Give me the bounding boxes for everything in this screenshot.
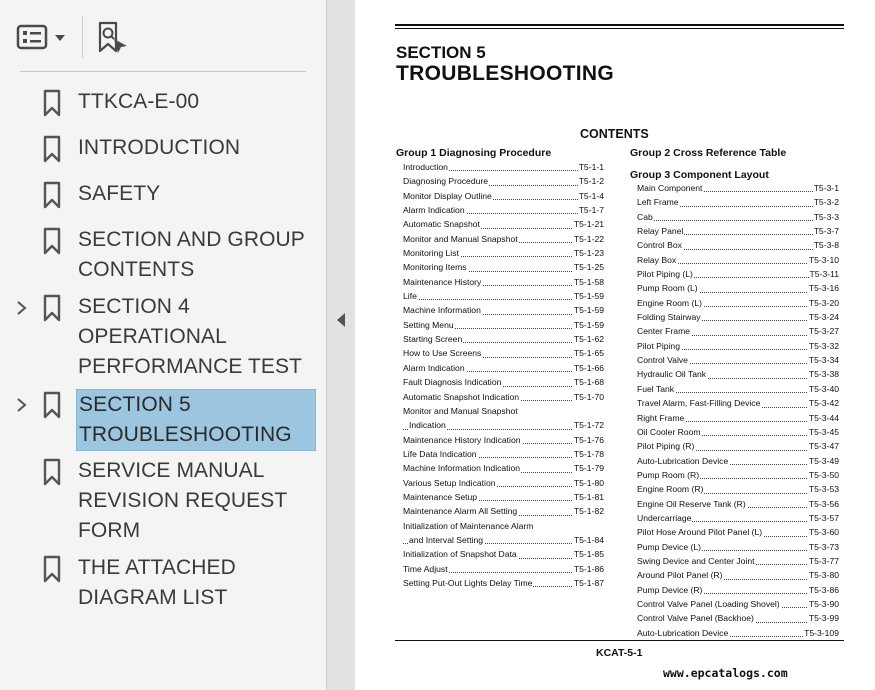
toc-entry-page: T5-1-22 [573,232,604,246]
watermark-text: www.epcatalogs.com [663,666,788,680]
toc-entry[interactable] [637,310,839,324]
toc-entry-page: T5-3-24 [808,310,839,324]
toc-entry-title: Monitor and Manual Snapshot [403,232,519,246]
toc-entry-title: Fuel Tank [637,382,675,396]
toc-entry-page: T5-3-57 [808,511,839,525]
toc-entry-title: Undercarriage [637,511,692,525]
bookmark-label: SECTION 4 OPERATIONAL PERFORMANCE TEST [78,295,303,378]
list-options-icon [14,22,72,54]
toc-entry-page: T5-3-40 [808,382,839,396]
toc-entry[interactable] [637,439,839,453]
header-rule [395,24,844,26]
toc-entry-title: Pilot Piping [637,339,681,353]
bookmark-icon [42,294,62,322]
toc-entry[interactable] [637,583,839,597]
bookmark-item-7[interactable] [0,553,326,613]
toc-entry-title: Initialization of Snapshot Data [403,547,518,561]
toc-entry-title: Maintenance Setup [403,490,478,504]
toc-entry-page: T5-1-76 [573,433,604,447]
toc-entry-title: Monitoring List [403,246,460,260]
toc-entry[interactable] [637,281,839,295]
toc-entry[interactable] [403,361,604,375]
toc-entry[interactable] [637,267,839,281]
toc-entry-title: Travel Alarm, Fast-Filling Device [637,396,761,410]
toc-entry[interactable] [637,540,839,554]
toc-entry-title: Maintenance History Indication [403,433,522,447]
toc-entry-title: Starting Screen [403,332,463,346]
toc-entry-page: T5-1-59 [573,318,604,332]
toc-entry-page: T5-3-45 [808,425,839,439]
toc-entry-title: Pump Room (R) [637,468,700,482]
toc-entry-page: T5-1-66 [573,361,604,375]
toc-entry-title: Pump Room (L) [637,281,699,295]
bookmark-icon [42,135,62,163]
bookmark-options-button[interactable] [14,22,72,54]
toc-entry-page: T5-1-1 [578,160,604,174]
bookmark-item-5[interactable] [0,389,326,449]
toc-entry-title: Automatic Snapshot Indication [403,390,520,404]
toc-entry-title: Folding Stairway [637,310,702,324]
bookmark-icon [42,227,62,255]
toc-entry-title: Maintenance History [403,275,482,289]
toc-entry[interactable] [403,260,604,274]
toc-entry-title: Control Box [637,238,683,252]
toc-entry[interactable] [403,375,604,389]
toc-entry-page: T5-3-3 [813,210,839,224]
toc-entry[interactable] [403,346,604,360]
toc-entry-page: T5-3-73 [808,540,839,554]
bookmarks-panel [0,0,326,690]
toc-entry-page: T5-1-84 [573,533,604,547]
bookmark-label: SECTION AND GROUP CONTENTS [78,228,305,281]
toc-entry-page: T5-3-109 [803,626,839,640]
toc-entry-title: Alarm Indication [403,361,466,375]
toc-entry-title: Swing Device and Center Joint [637,554,756,568]
toc-entry-title: Indication [409,418,447,432]
toc-entry-page: T5-3-11 [809,267,839,281]
toc-entry-page: T5-3-49 [808,454,839,468]
toc-entry[interactable] [403,232,604,246]
toc-entry-page: T5-3-99 [808,611,839,625]
toc-entry-title: Pilot Piping (L) [637,267,694,281]
toc-entry-title: Monitor and Manual Snapshot [403,404,519,418]
find-current-bookmark-button[interactable] [94,20,130,56]
toc-entry-title: Pump Device (L) [637,540,702,554]
toc-entry[interactable] [637,253,839,267]
bookmark-item-6[interactable] [0,456,326,546]
toc-entry[interactable] [637,425,839,439]
toc-entry-title: Fault Diagnosis Indication [403,375,502,389]
toc-entry-title: Setting Put-Out Lights Delay Time [403,576,533,590]
toc-entry[interactable] [403,447,604,461]
toc-entry-page: T5-1-25 [573,260,604,274]
toc-entry[interactable] [637,511,839,525]
toc-entry[interactable] [403,504,604,518]
toc-entry-page: T5-3-20 [808,296,839,310]
toc-entry-page: T5-3-10 [808,253,839,267]
toc-entry-title: Auto-Lubrication Device [637,626,729,640]
toc-entry-page: T5-3-16 [808,281,839,295]
panel-splitter[interactable] [326,0,355,690]
toc-entry[interactable] [637,324,839,338]
toc-entry[interactable] [403,433,604,447]
toc-entry-title: Main Component [637,181,703,195]
toc-entry-title: Initialization of Maintenance Alarm [403,519,534,533]
toc-entry-title: Control Valve Panel (Backhoe) [637,611,755,625]
bookmark-label: THE ATTACHED DIAGRAM LIST [78,556,236,609]
toc-entry-page: T5-1-4 [578,189,604,203]
toc-entry-title: Life Data Indication [403,447,478,461]
toc-entry-title: Engine Room (L) [637,296,703,310]
toc-entry-page: T5-3-53 [808,482,839,496]
toc-entry-title: Time Adjust [403,562,449,576]
contents-heading: CONTENTS [580,127,649,141]
bookmarks-toolbar [0,0,326,72]
toc-entry[interactable] [637,181,839,195]
toc-entry-page: T5-3-86 [808,583,839,597]
toc-entry[interactable] [637,238,839,252]
toc-entry[interactable] [637,482,839,496]
toc-entry[interactable] [403,533,604,547]
bookmark-label: SECTION 5 TROUBLESHOOTING [76,389,316,451]
toc-entry[interactable] [403,203,604,217]
toc-entry-title: Monitor Display Outline [403,189,493,203]
toc-entry-page: T5-1-65 [573,346,604,360]
group3-title: Group 3 Component Layout [630,169,769,181]
bookmark-icon [42,458,62,486]
toc-entry-page: T5-3-7 [813,224,839,238]
toc-entry-page: T5-1-86 [573,562,604,576]
toc-entry[interactable] [637,554,839,568]
group2-title: Group 2 Cross Reference Table [630,147,787,159]
toc-entry-title: Control Valve Panel (Loading Shovel) [637,597,781,611]
find-bookmark-icon [94,20,130,56]
collapse-panel-arrow-icon[interactable] [335,311,347,329]
bookmark-icon [42,391,62,419]
bookmark-item-2[interactable] [0,179,326,209]
toc-entry-title: Right Frame [637,411,685,425]
toc-entry[interactable] [637,195,839,209]
toc-entry[interactable] [637,626,839,640]
toc-entry-title: Introduction [403,160,449,174]
toc-entry-title: Left Frame [637,195,680,209]
toc-entry[interactable] [403,547,604,561]
toc-entry[interactable] [637,367,839,381]
toc-entry-page: T5-1-70 [573,390,604,404]
toc-entry[interactable] [637,468,839,482]
bookmark-label: SAFETY [78,182,161,205]
bookmark-icon [42,181,62,209]
toc-entry-title: Control Valve [637,353,689,367]
toc-entry[interactable] [637,353,839,367]
toc-entry-page: T5-3-56 [808,497,839,511]
toc-entry-title: Around Pilot Panel (R) [637,568,724,582]
toc-entry-page: T5-3-80 [808,568,839,582]
toc-entry-page: T5-3-38 [808,367,839,381]
toc-entry-page: T5-3-77 [808,554,839,568]
toc-entry[interactable] [403,246,604,260]
toc-entry-page: T5-1-78 [573,447,604,461]
toc-entry[interactable] [637,382,839,396]
toc-entry-title: Setting Menu [403,318,455,332]
toc-entry[interactable] [637,396,839,410]
toc-entry-page: T5-1-59 [573,303,604,317]
toc-entry-page: T5-1-2 [578,174,604,188]
toc-entry[interactable] [403,318,604,332]
toc-entry[interactable] [637,454,839,468]
toc-entry-page: T5-1-68 [573,375,604,389]
toc-entry-page: T5-3-50 [808,468,839,482]
toc-entry[interactable] [637,497,839,511]
bookmark-label: SERVICE MANUAL REVISION REQUEST FORM [78,459,288,542]
toc-entry-page: T5-3-44 [808,411,839,425]
toc-entry-title: Machine Information [403,303,482,317]
toc-entry-title: Maintenance Alarm All Setting [403,504,518,518]
toc-entry[interactable] [403,217,604,231]
toc-entry[interactable] [637,210,839,224]
chevron-right-icon[interactable] [12,396,30,414]
section-number: SECTION 5 [396,43,486,62]
toc-entry[interactable] [637,525,839,539]
toc-entry[interactable] [403,461,604,475]
toc-entry[interactable] [637,339,839,353]
toc-entry-title: Alarm Indication [403,203,466,217]
toolbar-separator [20,71,306,72]
toc-leader-dots [637,220,839,221]
toc-entry-page: T5-1-58 [573,275,604,289]
toc-entry[interactable] [403,289,604,303]
bookmark-label: INTRODUCTION [78,136,241,159]
toc-entry-title: Pilot Hose Around Pilot Panel (L) [637,525,763,539]
group3-toc [637,181,839,640]
toc-entry[interactable] [403,490,604,504]
toc-entry[interactable] [403,576,604,590]
toc-entry-title: Engine Room (R) [637,482,704,496]
header-rule-thin [395,28,844,29]
group1-title: Group 1 Diagnosing Procedure [396,147,552,159]
toc-entry-page: T5-3-27 [808,324,839,338]
toc-entry-page: T5-1-82 [573,504,604,518]
toc-entry[interactable] [403,275,604,289]
toc-entry-page: T5-3-34 [808,353,839,367]
toc-entry[interactable] [403,519,604,533]
toc-entry-title: Monitoring Items [403,260,468,274]
toc-entry[interactable] [403,390,604,404]
toc-entry-title: Diagnosing Procedure [403,174,489,188]
toc-entry[interactable] [637,597,839,611]
document-page [355,0,875,690]
toc-entry-page: T5-3-60 [808,525,839,539]
toc-entry-title: Hydraulic Oil Tank [637,367,707,381]
toc-entry-page: T5-3-32 [808,339,839,353]
toc-entry-title: Automatic Snapshot [403,217,481,231]
toc-entry-page: T5-3-47 [808,439,839,453]
toc-entry[interactable] [403,476,604,490]
toc-entry-title: Center Frame [637,324,691,338]
toc-entry[interactable] [403,189,604,203]
toc-entry-page: T5-1-7 [578,203,604,217]
toc-entry[interactable] [637,568,839,582]
bookmark-icon [42,555,62,583]
toc-entry[interactable] [403,404,604,418]
bookmark-icon [42,89,62,117]
toc-entry[interactable] [403,562,604,576]
toc-entry-page: T5-3-8 [813,238,839,252]
toc-entry-title: Various Setup Indication [403,476,497,490]
chevron-right-icon[interactable] [12,299,30,317]
toc-entry[interactable] [403,418,604,432]
toc-entry-title: and Interval Setting [409,533,484,547]
toolbar-divider [82,16,83,58]
toc-entry-page: T5-1-87 [573,576,604,590]
toc-entry-page: T5-3-90 [808,597,839,611]
toc-entry-page: T5-1-62 [573,332,604,346]
toc-entry-title: Pilot Piping (R) [637,439,695,453]
footer-rule [395,640,844,641]
toc-entry-title: Relay Box [637,253,677,267]
bookmark-label: TTKCA-E-00 [78,90,200,113]
toc-entry[interactable] [403,174,604,188]
toc-entry-title: Pump Device (R) [637,583,703,597]
toc-entry-title: How to Use Screens [403,346,482,360]
toc-entry-title: Oil Cooler Room [637,425,702,439]
bookmark-item-4[interactable] [0,292,326,382]
toc-entry-page: T5-1-80 [573,476,604,490]
toc-entry-page: T5-1-85 [573,547,604,561]
toc-entry-page: T5-1-79 [573,461,604,475]
toc-entry[interactable] [637,224,839,238]
toc-entry-page: T5-1-21 [573,217,604,231]
toc-entry-page: T5-1-81 [573,490,604,504]
toc-entry-page: T5-1-59 [573,289,604,303]
toc-entry-title: Cab [637,210,654,224]
toc-entry[interactable] [637,611,839,625]
toc-entry-title: Relay Panel [637,224,684,238]
bookmark-item-1[interactable] [0,133,326,163]
toc-entry-page: T5-1-23 [573,246,604,260]
bookmark-item-3[interactable] [0,225,326,285]
toc-entry[interactable] [637,296,839,310]
toc-entry-page: T5-3-1 [813,181,839,195]
toc-entry-title: Engine Oil Reserve Tank (R) [637,497,747,511]
toc-entry[interactable] [403,303,604,317]
toc-entry-title: Auto-Lubrication Device [637,454,729,468]
toc-entry-page: T5-1-72 [573,418,604,432]
toc-entry[interactable] [403,332,604,346]
group1-toc [403,160,604,590]
page-footer-code: KCAT-5-1 [596,647,643,659]
bookmark-item-0[interactable] [0,87,326,117]
toc-entry[interactable] [403,160,604,174]
toc-entry-page: T5-3-2 [813,195,839,209]
section-title: TROUBLESHOOTING [396,62,614,85]
toc-entry-page: T5-3-42 [808,396,839,410]
toc-entry[interactable] [637,411,839,425]
toc-entry-title: Life [403,289,418,303]
toc-entry-title: Machine Information Indication [403,461,521,475]
